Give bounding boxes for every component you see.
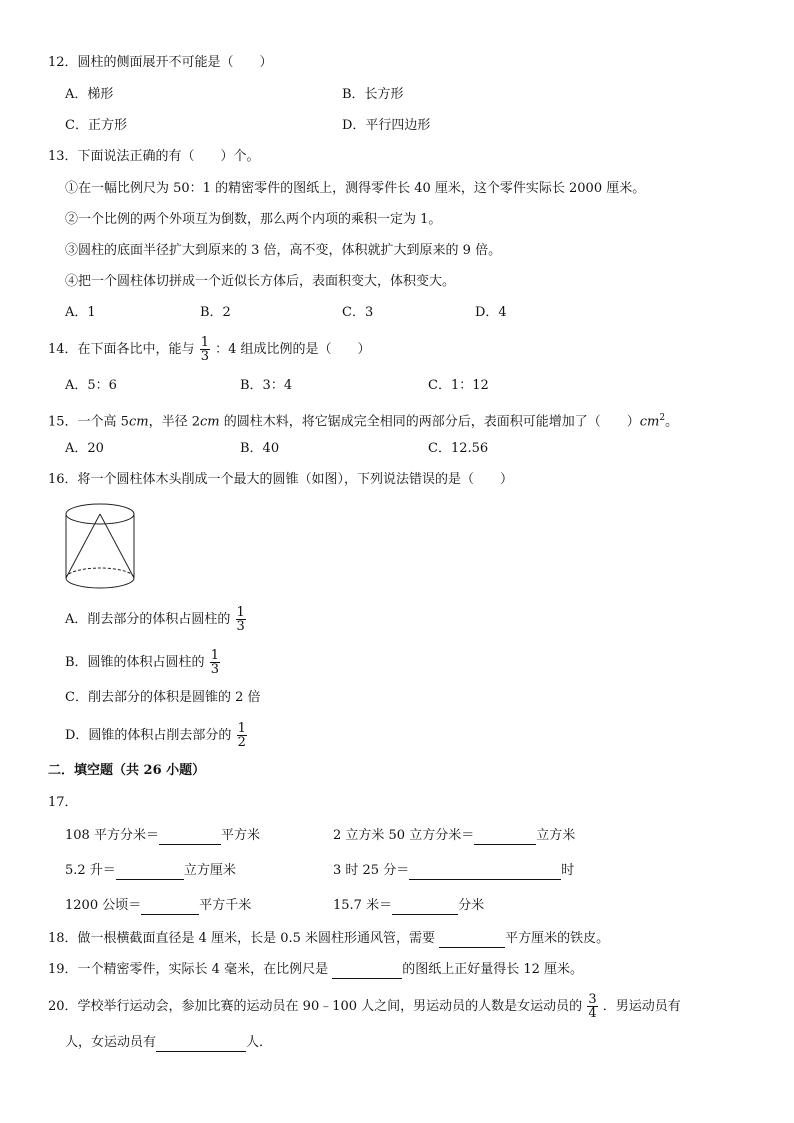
- q14-option-b[interactable]: B．3：4: [240, 378, 293, 393]
- q18-post: 平方厘米的铁皮。: [505, 931, 610, 946]
- q17-row2-right: [333, 862, 574, 880]
- q17-row3-left: [65, 897, 251, 915]
- q20-line2-post: 人．: [246, 1035, 273, 1050]
- q12-option-b[interactable]: B．长方形: [342, 87, 404, 102]
- q17-r2r-pre: 3 时 25 分＝: [333, 863, 410, 878]
- q15-stem-post: 的圆柱木料，将它锯成完全相同的两部分后，表面积可能增加了（ ）: [219, 414, 640, 430]
- answer-blank[interactable]: [392, 900, 458, 915]
- q13-option-a[interactable]: A．1: [65, 305, 96, 320]
- q14-option-a[interactable]: A．5：6: [65, 378, 117, 393]
- q17-row1-right: [333, 827, 575, 845]
- q17-r3r-pre: 15.7 米＝: [333, 898, 393, 913]
- q18-stem: [48, 930, 609, 948]
- q16-option-b-numerator: 1: [210, 648, 219, 663]
- answer-blank[interactable]: [332, 964, 402, 979]
- q17-row2-left: [65, 862, 236, 880]
- answer-blank[interactable]: [156, 1037, 246, 1052]
- q16-option-a-denominator: 3: [236, 619, 245, 634]
- answer-blank[interactable]: [116, 865, 184, 880]
- q13-option-c[interactable]: C．3: [342, 305, 374, 320]
- q16-option-a-numerator: 1: [236, 605, 245, 620]
- answer-blank[interactable]: [474, 830, 536, 845]
- q15-option-b[interactable]: B．40: [240, 441, 280, 456]
- q15-unit-area: cm: [639, 414, 660, 430]
- q17-r3l-post: 平方千米: [199, 898, 252, 913]
- q17-row1-left: [65, 827, 260, 845]
- q17-r2l-pre: 5.2 升＝: [65, 863, 116, 878]
- q16-option-a[interactable]: [65, 606, 247, 633]
- q12-option-d[interactable]: D．平行四边形: [342, 118, 431, 133]
- q17-r1r-post: 立方米: [536, 828, 576, 843]
- q17-r1r-pre: 2 立方米 50 立方分米＝: [333, 828, 475, 843]
- q15-unit-exponent: 2: [659, 413, 666, 423]
- q15-unit-height: cm: [128, 414, 149, 430]
- q17-r3l-pre: 1200 公顷＝: [65, 898, 142, 913]
- answer-blank[interactable]: [141, 900, 199, 915]
- q13-stem: 13．下面说法正确的有（ ）个。: [48, 149, 260, 164]
- q16-option-c[interactable]: C．削去部分的体积是圆锥的 2 倍: [65, 690, 261, 705]
- q20-fraction: [587, 993, 597, 1020]
- q18-pre: 18．做一根横截面直径是 4 厘米，长是 0.5 米圆柱形通风管，需要: [48, 931, 440, 946]
- q14-stem-pre: 14．在下面各比中，能与: [48, 342, 195, 357]
- q13-statement-2: ②一个比例的两个外项互为倒数，那么两个内项的乘积一定为 1。: [65, 212, 442, 227]
- q16-option-a-fraction: [236, 606, 246, 633]
- q16-option-b-denominator: 3: [210, 662, 219, 677]
- q14-stem: [48, 336, 371, 363]
- q16-option-d-numerator: 1: [237, 721, 246, 736]
- cylinder-cone-figure: [62, 500, 138, 592]
- q14-fraction-denominator: 3: [200, 349, 209, 364]
- q17-row3-right: [333, 897, 484, 915]
- q20-post: ．男运动员有: [602, 999, 681, 1014]
- q19-stem: [48, 961, 583, 979]
- q15-stem-mid: ，半径 2: [148, 414, 200, 430]
- q13-option-b[interactable]: B．2: [200, 305, 231, 320]
- q17-number: 17．: [48, 795, 78, 810]
- q12-option-a[interactable]: A．梯形: [65, 87, 114, 102]
- q20-stem: [48, 993, 681, 1020]
- q13-statement-4: ④把一个圆柱体切拼成一个近似长方体后，表面积变大，体积变大。: [65, 274, 456, 289]
- q15-stem: [48, 409, 678, 431]
- q20-line2: [65, 1034, 272, 1052]
- q14-fraction-numerator: 1: [200, 335, 209, 350]
- q13-statement-1: ①在一幅比例尺为 50：1 的精密零件的图纸上，测得零件长 40 厘米，这个零件实际长 2000 厘米。: [65, 181, 646, 196]
- q16-option-d-fraction: [237, 722, 247, 749]
- q19-pre: 19．一个精密零件，实际长 4 毫米，在比例尺是: [48, 962, 333, 977]
- q13-statement-3: ③圆柱的底面半径扩大到原来的 3 倍，高不变，体积就扩大到原来的 9 倍。: [65, 243, 502, 258]
- q13-option-d[interactable]: D．4: [475, 305, 507, 320]
- q20-pre: 20．学校举行运动会，参加比赛的运动员在 90﹣100 人之间，男运动员的人数是女运动员的: [48, 999, 583, 1014]
- q14-stem-post: ：4 组成比例的是（ ）: [215, 342, 371, 357]
- section-title-fill-in: 二．填空题（共 26 小题）: [48, 763, 206, 778]
- q16-option-a-text: A．削去部分的体积占圆柱的: [65, 612, 231, 627]
- q12-option-c[interactable]: C．正方形: [65, 118, 127, 133]
- q20-fraction-denominator: 4: [588, 1006, 597, 1021]
- q15-option-c[interactable]: C．12.56: [428, 441, 489, 456]
- q17-r1l-post: 平方米: [220, 828, 260, 843]
- answer-blank[interactable]: [409, 865, 561, 880]
- q16-option-b[interactable]: [65, 649, 221, 676]
- q16-option-b-fraction: [210, 649, 220, 676]
- q20-line2-pre: 人，女运动员有: [65, 1035, 157, 1050]
- answer-blank[interactable]: [159, 830, 221, 845]
- q17-r3r-post: 分米: [458, 898, 485, 913]
- answer-blank[interactable]: [439, 933, 505, 948]
- q16-option-d[interactable]: [65, 722, 248, 749]
- q16-stem: 16．将一个圆柱体木头削成一个最大的圆锥（如图），下列说法错误的是（ ）: [48, 472, 514, 487]
- q17-r2r-post: 时: [561, 863, 575, 878]
- q16-option-d-denominator: 2: [237, 735, 246, 750]
- q12-stem: 12．圆柱的侧面展开不可能是（ ）: [48, 55, 273, 70]
- q15-unit-radius: cm: [199, 414, 220, 430]
- q16-option-b-text: B．圆锥的体积占圆柱的: [65, 655, 205, 670]
- q15-stem-pre: 15．一个高 5: [48, 414, 129, 430]
- q17-r1l-pre: 108 平方分米＝: [65, 828, 159, 843]
- q16-option-d-text: D．圆锥的体积占削去部分的: [65, 728, 232, 743]
- q15-option-a[interactable]: A．20: [65, 441, 104, 456]
- q19-post: 的图纸上正好量得长 12 厘米。: [402, 962, 584, 977]
- q14-option-c[interactable]: C．1：12: [428, 378, 489, 393]
- q17-r2l-post: 立方厘米: [183, 863, 236, 878]
- q15-stem-end: 。: [665, 414, 679, 430]
- q20-fraction-numerator: 3: [588, 992, 597, 1007]
- q14-fraction: [200, 336, 210, 363]
